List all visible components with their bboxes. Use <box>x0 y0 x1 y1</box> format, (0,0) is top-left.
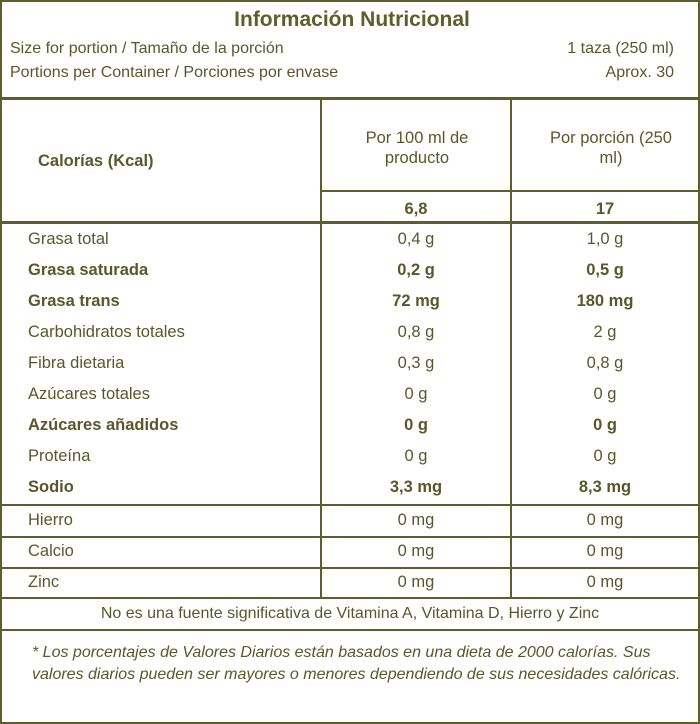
calories-per-100ml: 6,8 <box>404 200 428 218</box>
mineral-name: Hierro <box>28 511 73 529</box>
divider <box>2 629 698 631</box>
mineral-per-portion: 0 mg <box>586 542 624 560</box>
serving-size-value: 1 taza (250 ml) <box>567 40 674 57</box>
nutrient-per-portion: 0 g <box>593 385 617 403</box>
not-significant-note: No es una fuente significativa de Vitamina A, Vitamina D, Hierro y Zinc <box>100 605 600 622</box>
nutrient-name: Grasa trans <box>28 292 120 310</box>
nutrient-per-portion: 0,5 g <box>586 261 624 279</box>
nutrient-name: Azúcares totales <box>28 385 150 403</box>
mineral-name: Zinc <box>28 573 60 591</box>
servings-per-container-label: Portions per Container / Porciones por envase <box>10 64 339 81</box>
nutrient-per-portion: 2 g <box>593 323 617 341</box>
nutrient-name: Proteína <box>28 447 91 465</box>
mineral-per-100ml: 0 mg <box>397 542 435 560</box>
nutrient-per-100ml: 0,8 g <box>397 323 435 341</box>
column-header-per-100ml: Por 100 ml de producto <box>365 129 469 167</box>
nutrient-per-portion: 0,8 g <box>586 354 624 372</box>
nutrient-name: Sodio <box>28 478 74 496</box>
nutrient-per-100ml: 0 g <box>404 385 428 403</box>
nutrient-per-portion: 180 mg <box>576 292 634 310</box>
nutrient-per-100ml: 0,4 g <box>397 230 435 248</box>
divider-calories <box>320 190 698 192</box>
divider <box>2 597 698 599</box>
divider-thick <box>2 97 698 100</box>
nutrient-per-100ml: 0 g <box>404 447 428 465</box>
nutrient-name: Grasa saturada <box>28 261 149 279</box>
nutrient-name: Fibra dietaria <box>28 354 125 372</box>
nutrient-per-portion: 1,0 g <box>586 230 624 248</box>
mineral-per-100ml: 0 mg <box>397 573 435 591</box>
mineral-per-portion: 0 mg <box>586 573 624 591</box>
nutrient-per-portion: 0 g <box>593 447 617 465</box>
mineral-per-100ml: 0 mg <box>397 511 435 529</box>
mineral-per-portion: 0 mg <box>586 511 624 529</box>
nutrient-name: Carbohidratos totales <box>28 323 185 341</box>
nutrient-per-100ml: 0,2 g <box>397 261 435 279</box>
calories-label: Calorías (Kcal) <box>38 152 154 170</box>
nutrient-per-100ml: 72 mg <box>392 292 440 310</box>
column-header-per-portion: Por porción (250 ml) <box>550 129 672 167</box>
divider-thick <box>2 221 698 224</box>
mineral-name: Calcio <box>28 542 74 560</box>
daily-values-footnote: * Los porcentajes de Valores Diarios están basados en una dieta de 2000 calorías. Sus valores diarios pueden ser mayores o menores dependiendo de sus necesidades calóricas. <box>32 644 681 683</box>
nutrient-name: Azúcares añadidos <box>28 416 179 434</box>
divider <box>2 567 698 569</box>
divider <box>2 504 698 506</box>
divider <box>2 536 698 538</box>
nutrient-per-portion: 0 g <box>593 416 617 434</box>
servings-per-container-value: Aprox. 30 <box>605 64 674 81</box>
nutrient-per-100ml: 3,3 mg <box>389 478 443 496</box>
nutrient-per-portion: 8,3 mg <box>578 478 632 496</box>
label-title: Información Nutricional <box>234 8 470 31</box>
nutrient-per-100ml: 0 g <box>404 416 428 434</box>
nutrient-name: Grasa total <box>28 230 109 248</box>
serving-size-label: Size for portion / Tamaño de la porción <box>10 40 284 57</box>
calories-per-portion: 17 <box>595 200 615 218</box>
nutrient-per-100ml: 0,3 g <box>397 354 435 372</box>
